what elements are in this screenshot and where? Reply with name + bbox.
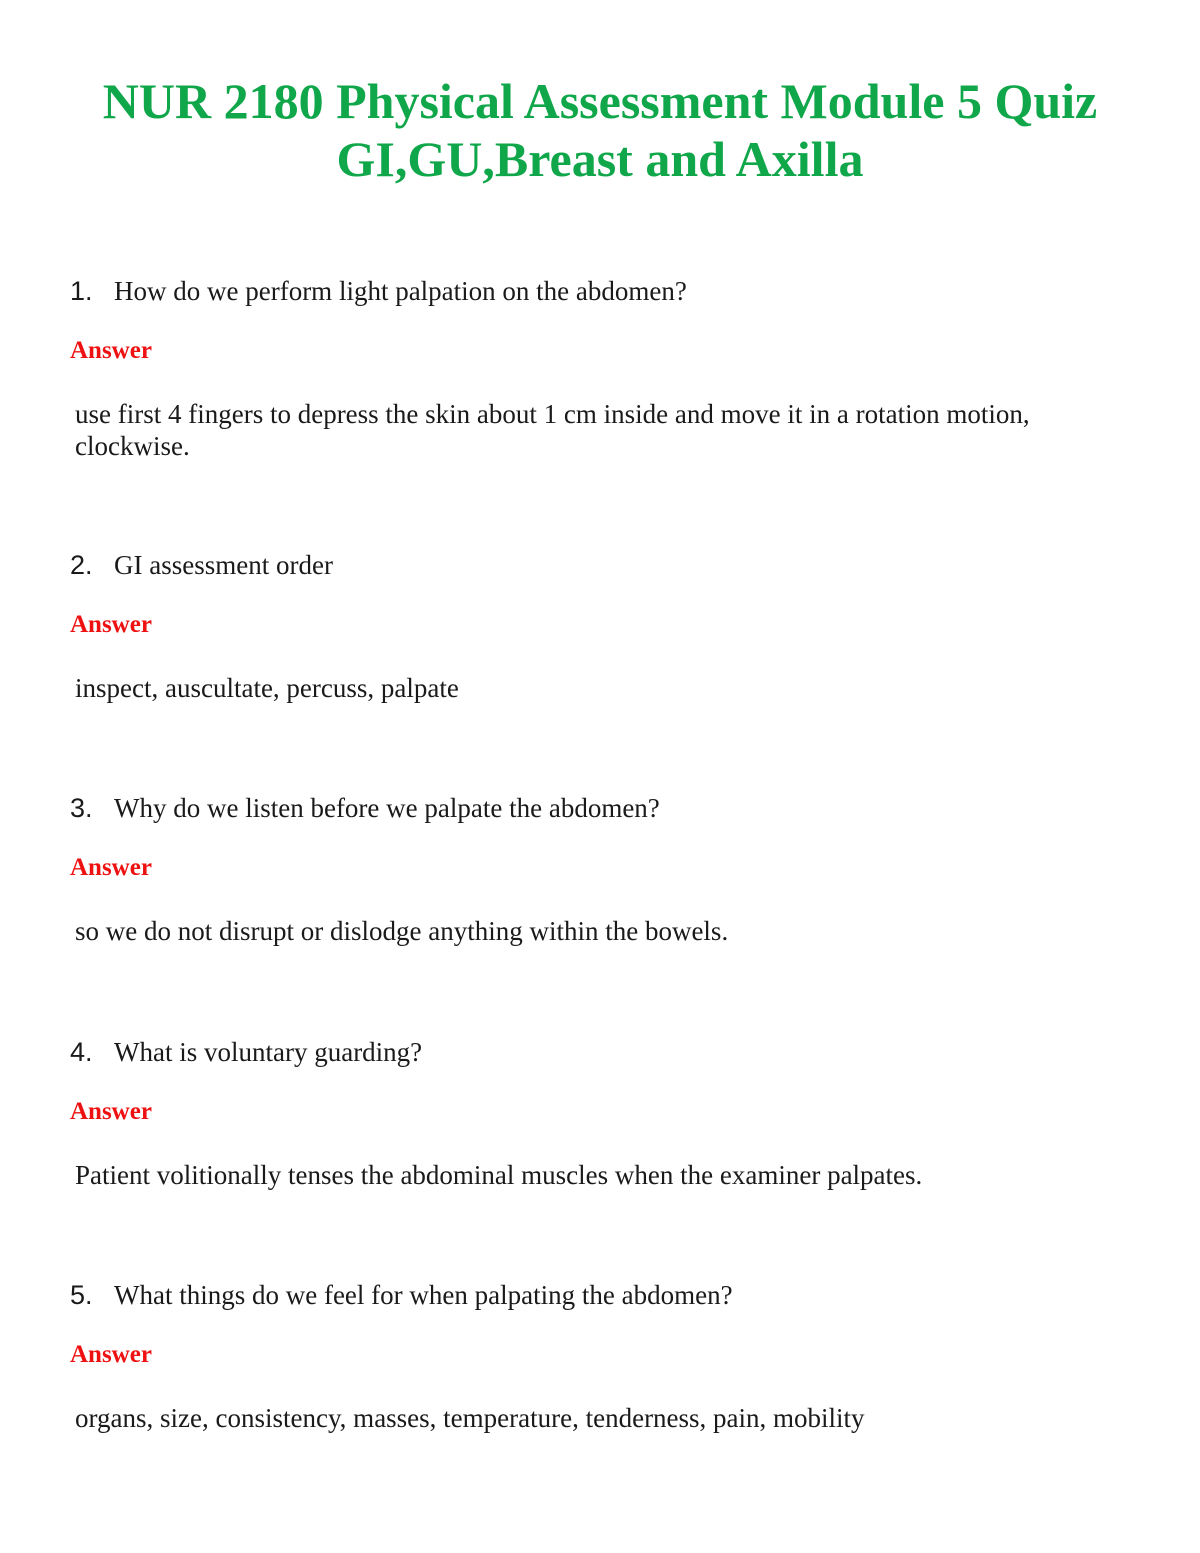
question-text: Why do we listen before we palpate the abdomen? bbox=[114, 793, 660, 823]
question-block-1 bbox=[70, 275, 1130, 462]
answer-label: Answer bbox=[70, 1098, 152, 1125]
question-text: What things do we feel for when palpating the abdomen? bbox=[114, 1280, 733, 1310]
title-line-2: GI,GU,Breast and Axilla bbox=[336, 131, 864, 187]
question-number: 5. bbox=[70, 1280, 93, 1310]
answer-label: Answer bbox=[70, 337, 152, 364]
answer-text: organs, size, consistency, masses, temperature, tenderness, pain, mobility bbox=[75, 1403, 865, 1433]
question-1 bbox=[70, 275, 1130, 307]
question-block-5 bbox=[70, 1279, 1130, 1434]
question-number: 4. bbox=[70, 1037, 93, 1067]
question-number: 1. bbox=[70, 276, 93, 306]
answer-label: Answer bbox=[70, 854, 152, 881]
document-title bbox=[0, 72, 1200, 188]
question-5 bbox=[70, 1279, 1130, 1311]
question-block-2 bbox=[70, 549, 1130, 704]
question-number: 3. bbox=[70, 793, 93, 823]
answer-text: so we do not disrupt or dislodge anything within the bowels. bbox=[75, 916, 729, 946]
answer-label: Answer bbox=[70, 611, 152, 638]
answer-text: inspect, auscultate, percuss, palpate bbox=[75, 673, 459, 703]
title-line-1: NUR 2180 Physical Assessment Module 5 Quiz bbox=[102, 73, 1098, 129]
question-4 bbox=[70, 1036, 1130, 1068]
answer-text: Patient volitionally tenses the abdominal muscles when the examiner palpates. bbox=[75, 1160, 923, 1190]
question-text: GI assessment order bbox=[114, 550, 333, 580]
question-block-4 bbox=[70, 1036, 1130, 1191]
question-3 bbox=[70, 792, 1130, 824]
question-block-3 bbox=[70, 792, 1130, 947]
question-text: What is voluntary guarding? bbox=[114, 1037, 423, 1067]
question-number: 2. bbox=[70, 550, 93, 580]
answer-label: Answer bbox=[70, 1341, 152, 1368]
question-text: How do we perform light palpation on the abdomen? bbox=[114, 276, 687, 306]
question-2 bbox=[70, 549, 1130, 581]
answer-text: use first 4 fingers to depress the skin about 1 cm inside and move it in a rotation motion, clockwise. bbox=[75, 399, 1030, 461]
